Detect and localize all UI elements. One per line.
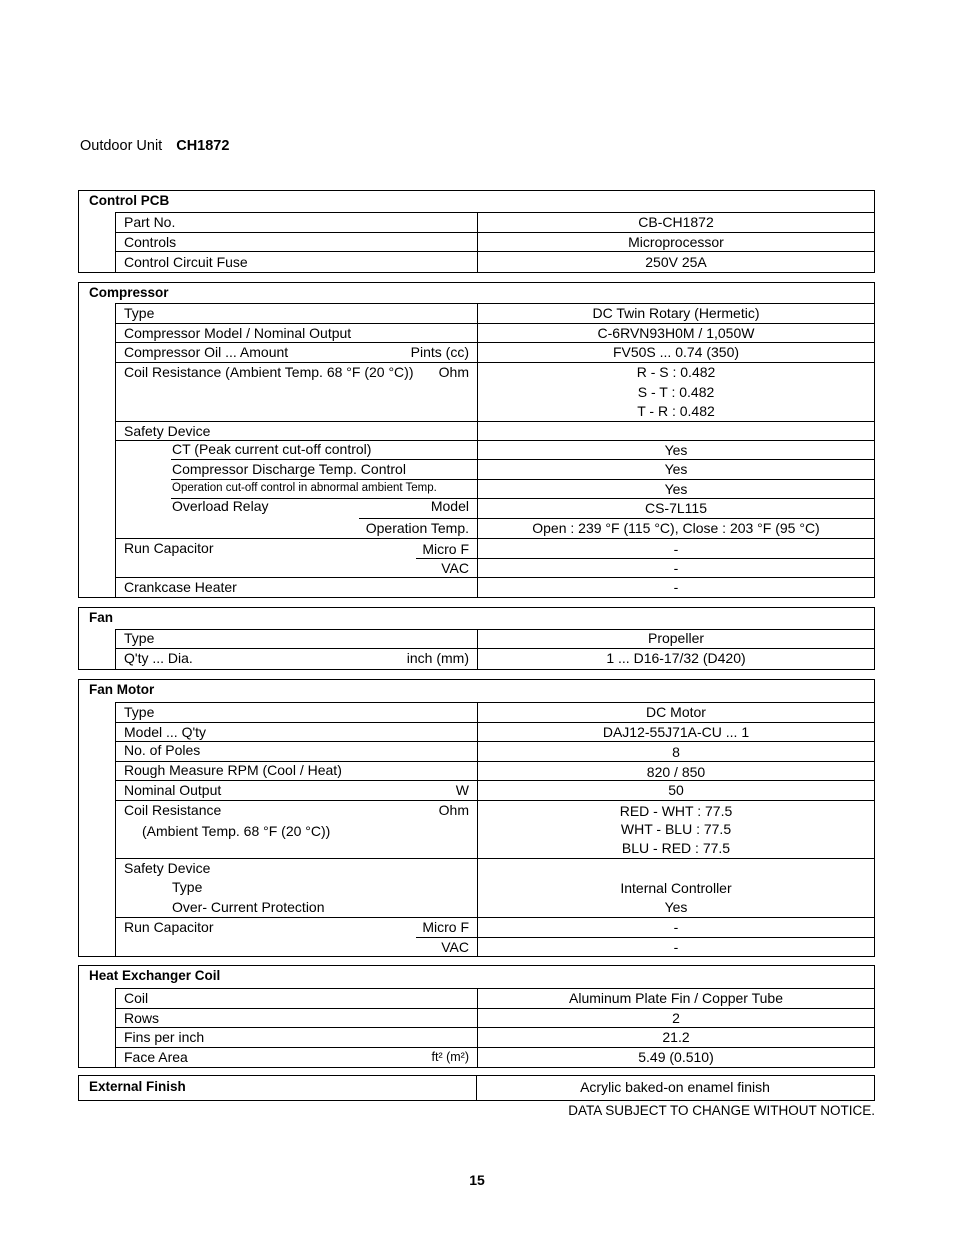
table-row [116,252,874,272]
row-unit: Micro F [422,541,469,557]
row-value: BLU - RED : 77.5 [621,840,731,856]
spec-table [115,303,874,597]
row-label: Coil Resistance [124,802,222,818]
table-row [116,324,874,343]
row-label: Face Area [124,1049,188,1065]
row-sublabel: (Ambient Temp. 68 °F (20 °C)) [142,823,331,839]
table-row [116,703,874,723]
row-value: R - S : 0.482 [636,364,716,380]
row-label: Overload Relay [172,498,269,514]
row-value: 250V 25A [645,254,707,270]
row-value: Yes [664,461,688,477]
row-unit: ft² (m²) [431,1050,469,1064]
row-value: - [673,541,679,557]
page-header [80,138,229,154]
row-value: FV50S ... 0.74 (350) [612,344,740,360]
table-row [116,539,874,578]
row-value: 2 [672,1010,680,1026]
table-row [116,1048,874,1067]
disclaimer-notice: DATA SUBJECT TO CHANGE WITHOUT NOTICE. [568,1103,875,1118]
section-title: Heat Exchanger Coil [89,968,221,983]
spec-table [115,988,874,1067]
row-value: - [673,579,679,595]
spec-table [115,702,874,956]
row-value: 21.2 [662,1029,690,1045]
row-label: Q'ty ... Dia. [124,650,193,666]
table-row [116,213,874,233]
row-label: Part No. [124,214,176,230]
row-label: Over- Current Protection [172,899,325,915]
row-value: Propeller [647,630,705,646]
section-compressor [78,282,875,598]
row-label: Run Capacitor [124,919,214,935]
row-value: WHT - BLU : 77.5 [620,821,732,837]
table-row [116,630,874,649]
row-value: Yes [664,481,688,497]
row-value: Yes [664,442,688,458]
row-label: Operation Temp. [365,520,469,536]
section-title: Control PCB [89,193,170,208]
row-value: Microprocessor [628,234,724,250]
section-title: Compressor [89,285,169,300]
table-row [116,343,874,363]
row-label: Model ... Q'ty [124,724,207,740]
row-value: DC Motor [646,704,706,720]
row-value: DC Twin Rotary (Hermetic) [592,305,760,321]
table-row [116,781,874,801]
row-label: Type [124,305,155,321]
spec-table [115,212,874,272]
table-row [116,422,874,441]
row-label: Run Capacitor [124,540,214,556]
row-label: Compressor Oil ... Amount [124,344,289,360]
section-fan [78,607,875,670]
row-label: Coil Resistance (Ambient Temp. 68 °F (20 °C)) [124,364,414,380]
table-row [116,519,874,539]
row-value: - [673,560,679,576]
row-label: Fins per inch [124,1029,205,1045]
row-unit: Micro F [422,919,469,935]
row-unit: VAC [441,560,469,576]
spec-table [115,629,874,669]
row-value: RED - WHT : 77.5 [619,803,733,819]
table-row [116,441,874,460]
row-value: 50 [668,782,684,798]
external-finish-label: External Finish [89,1079,186,1094]
table-row [116,1028,874,1048]
row-label: Rough Measure RPM (Cool / Heat) [124,762,342,778]
row-label: Nominal Output [124,782,222,798]
table-row [116,918,874,956]
page-number: 15 [469,1172,485,1188]
row-value: Aluminum Plate Fin / Copper Tube [569,990,783,1006]
row-label: Coil [124,990,149,1006]
row-value: - [673,919,679,935]
section-external-finish [78,1075,875,1101]
table-row [116,742,874,762]
row-unit: W [455,782,469,798]
row-label: Safety Device [124,860,211,876]
row-value: 8 [672,744,680,760]
row-unit: Pints (cc) [410,344,469,360]
table-row [116,363,874,422]
section-fan-motor [78,679,875,957]
external-finish-value: Acrylic baked-on enamel finish [580,1079,770,1095]
table-row [116,801,874,859]
table-row [116,304,874,324]
row-value: 1 ... D16-17/32 (D420) [606,650,746,666]
table-row [116,859,874,918]
row-value: Yes [664,899,688,915]
table-row [116,649,874,669]
section-title: Fan [89,610,114,625]
row-value: CS-7L115 [644,500,707,516]
section-heat-exchanger [78,965,875,1068]
row-value: 5.49 (0.510) [638,1049,714,1065]
section-control-pcb [78,190,875,273]
row-value: Internal Controller [620,880,732,896]
row-unit: Ohm [438,802,469,818]
row-value: - [673,939,679,955]
row-label: No. of Poles [124,742,201,758]
table-row [116,762,874,781]
row-value: Open : 239 °F (115 °C), Close : 203 °F (95 °C) [532,520,820,536]
row-value: CB-CH1872 [638,214,714,230]
table-row [116,989,874,1009]
row-label: Control Circuit Fuse [124,254,248,270]
row-unit: Model [430,498,469,514]
row-value: 820 / 850 [646,764,706,780]
row-label: Type [172,879,203,895]
unit-model: CH1872 [176,138,230,154]
table-row [116,233,874,252]
row-label: Safety Device [124,423,211,439]
row-label: Compressor Model / Nominal Output [124,325,352,341]
row-value: T - R : 0.482 [637,403,715,419]
row-label: CT (Peak current cut-off control) [172,441,372,457]
row-label: Crankcase Heater [124,579,237,595]
table-row [116,578,874,597]
table-row [116,723,874,742]
row-value: C-6RVN93H0M / 1,050W [597,325,755,341]
row-value: DAJ12-55J71A-CU ... 1 [602,724,750,740]
table-row [116,499,874,519]
row-label: Compressor Discharge Temp. Control [172,461,406,477]
row-label: Operation cut-off control in abnormal ambient Temp. [172,482,437,494]
row-value: S - T : 0.482 [637,384,715,400]
table-row [116,1009,874,1028]
row-label: Rows [124,1010,160,1026]
unit-label: Outdoor Unit [80,138,163,154]
row-label: Controls [124,234,177,250]
row-unit: inch (mm) [406,650,469,666]
row-label: Type [124,704,155,720]
row-unit: Ohm [438,364,469,380]
table-row [116,460,874,480]
row-label: Type [124,630,155,646]
row-unit: VAC [441,939,469,955]
section-title: Fan Motor [89,682,155,697]
